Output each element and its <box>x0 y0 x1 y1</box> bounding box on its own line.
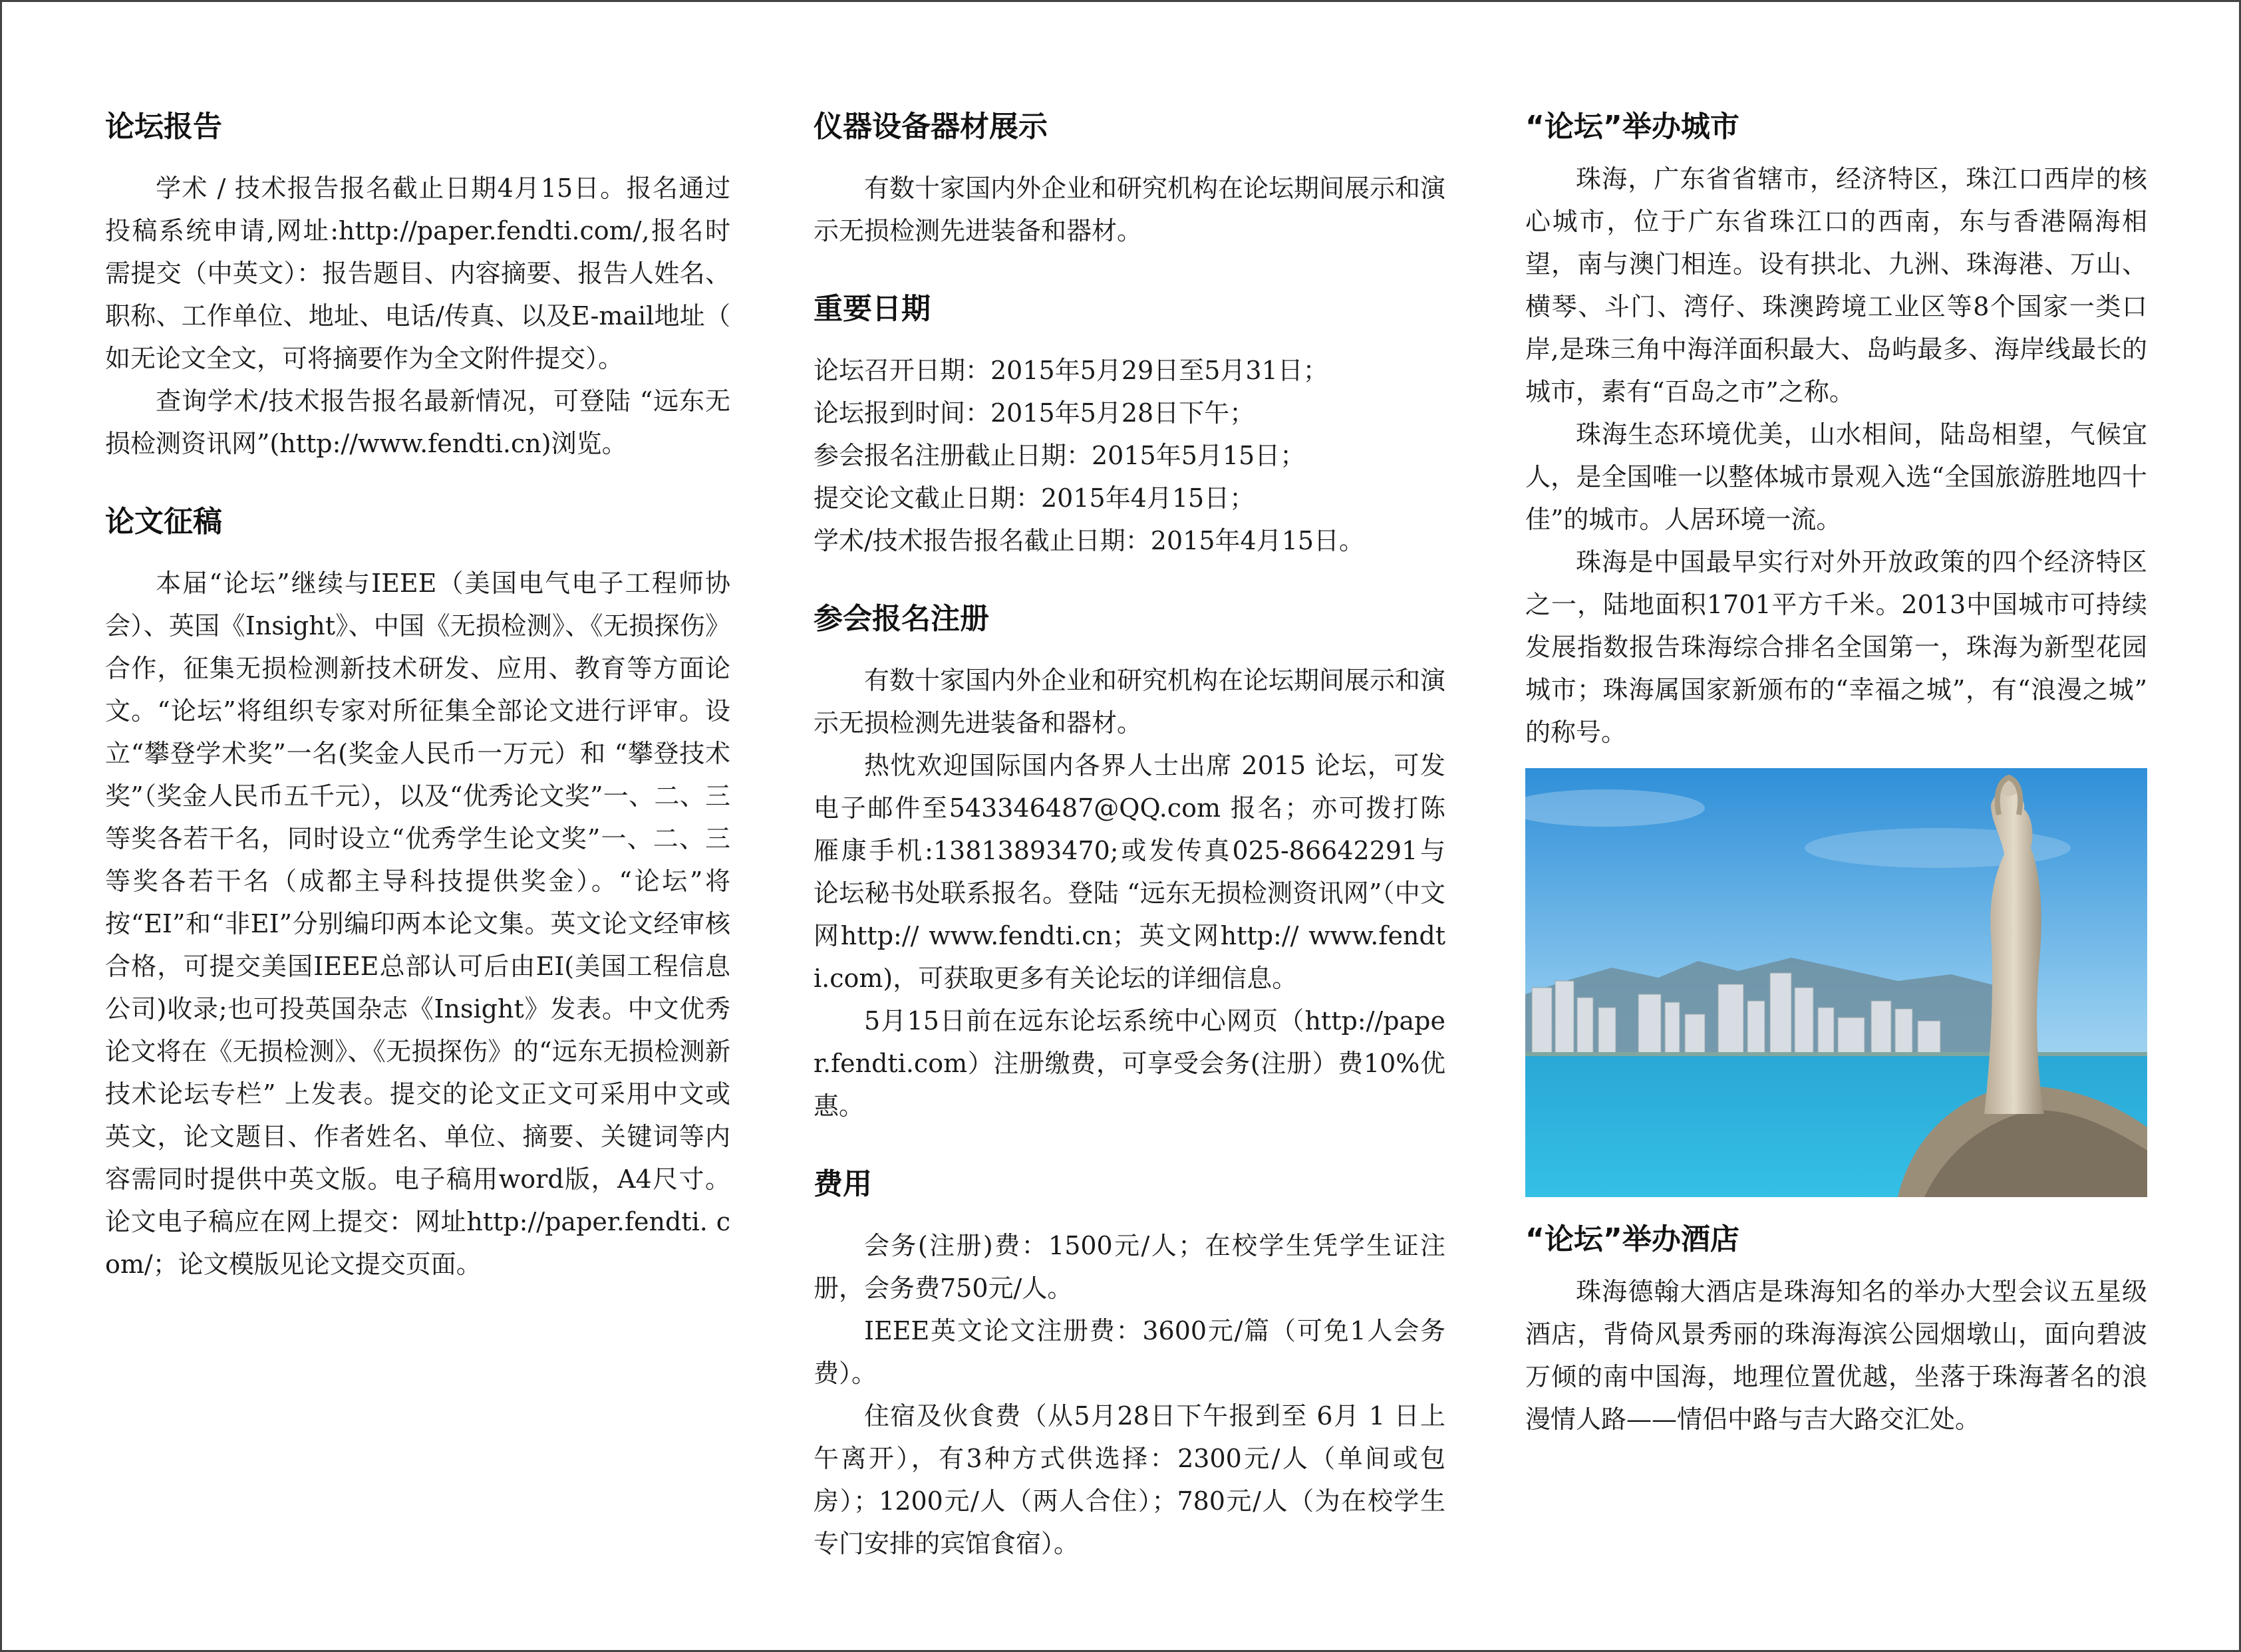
registration-discount-paragraph: 5月15日前在远东论坛系统中心网页（http://paper.fendti.com）注册缴费，可享受会务(注册）费10%优惠。 <box>814 1006 1445 1121</box>
section-exhibition <box>814 102 1445 252</box>
fee-paragraph: 住宿及伙食费（从5月28日下午报到至 6月 1 日上午离开），有3种方式供选择：2300元/人（单间或包房）；1200元/人（两人合住）；780元/人（为在校学生专门安排的宾馆食宿）。 <box>814 1401 1445 1558</box>
section-registration <box>814 594 1445 1127</box>
exhibit-paragraph: 有数十家国内外企业和研究机构在论坛期间展示和演示无损检测先进装备和器材。 <box>814 174 1446 245</box>
date-line: 提交论文截止日期：2015年4月15日； <box>814 483 1255 513</box>
section-fees <box>814 1159 1445 1565</box>
section-call-for-papers <box>105 497 730 1286</box>
fee-paragraph: IEEE英文论文注册费：3600元/篇（可免1人会务费）。 <box>814 1316 1445 1388</box>
date-line: 参会报名注册截止日期：2015年5月15日； <box>814 441 1306 470</box>
registration-paragraph: 有数十家国内外企业和研究机构在论坛期间展示和演示无损检测先进装备和器材。 <box>814 666 1446 738</box>
section-title: 参会报名注册 <box>814 602 989 636</box>
papers-paragraph: 本届“论坛”继续与IEEE（美国电气电子工程师协会）、英国《Insight》、中国《无损检测》、《无损探伤》合作，征集无损检测新技术研发、应用、教育等方面论文。“论坛”将组织专家对所征集全部论文进行评审。设立“攀登学术奖”一名(奖金人民币一万元）和 “攀登技术奖”（奖金人民币五千元），以及“优秀论文奖”一、二、三等奖各若干名，同时设立“优秀学生论文奖”一、二、三等奖各若干名（成都主导科技提供奖金）。“论坛”将按“EI”和“非EI”分别编印两本论文集。英文论文经审核合格，可提交美国IEEE总部认可后由EI(美国工程信息公司)收录;也可投英国杂志《Insight》发表。中文优秀论文将在《无损检测》、《无损探伤》的“远东无损检测新技术论坛专栏” 上发表。提交的论文正文可采用中文或英文，论文题目、作者姓名、单位、摘要、关键词等内容需同时提供中英文版。电子稿用word版，A4尺寸。论文电子稿应在网上提交：网址http://paper.fendti. com/；论文模版见论文提交页面。 <box>105 569 730 1279</box>
section-title: “论坛”举办城市 <box>1525 110 1739 144</box>
section-title: 费用 <box>814 1167 872 1201</box>
fee-paragraph: 会务(注册)费：1500元/人；在校学生凭学生证注册，会务费750元/人。 <box>814 1231 1445 1303</box>
section-forum-report <box>105 102 730 465</box>
column-middle <box>814 102 1445 1597</box>
section-title: “论坛”举办酒店 <box>1525 1222 1739 1256</box>
section-host-hotel <box>1525 1214 2147 1441</box>
section-important-dates <box>814 284 1445 562</box>
hotel-paragraph: 珠海德翰大酒店是珠海知名的举办大型会议五星级酒店，背倚风景秀丽的珠海海滨公园烟墩山，面向碧波万倾的南中国海，地理位置优越，坐落于珠海著名的浪漫情人路——情侣中路与吉大路交汇处。 <box>1525 1277 2147 1434</box>
city-paragraph: 珠海是中国最早实行对外开放政策的四个经济特区之一，陆地面积1701平方千米。2013中国城市可持续发展指数报告珠海综合排名全国第一，珠海为新型花园城市；珠海属国家新颁布的“幸福之城”，有“浪漫之城” 的称号。 <box>1525 547 2147 747</box>
section-title: 重要日期 <box>814 292 931 326</box>
section-title: 仪器设备器材展示 <box>814 110 1048 144</box>
city-paragraph: 珠海生态环境优美，山水相间，陆岛相望，气候宜人，是全国唯一以整体城市景观入选“全国旅游胜地四十佳”的城市。人居环境一流。 <box>1525 420 2147 534</box>
column-right <box>1525 102 2147 1441</box>
registration-contact-paragraph: 热忱欢迎国际国内各界人士出席 2015 论坛，可发电子邮件至543346487@QQ.com 报名；亦可拨打陈雁康手机:13813893470;或发传真025-86642291与论坛秘书处联系报名。登陆 “远东无损检测资讯网”（中文网http:// www.fendti.cn；英文网http:// www.fendti.com)，可获取更多有关论坛的详细信息。 <box>814 751 1445 993</box>
section-title: 论坛报告 <box>105 110 222 144</box>
section-host-city <box>1525 102 2147 754</box>
report-query-paragraph: 查询学术/技术报告报名最新情况，可登陆 “远东无损检测资讯网”(http://www.fendti.cn)浏览。 <box>105 386 730 458</box>
zhuhai-fisher-girl-photo <box>1525 768 2147 1197</box>
date-line: 学术/技术报告报名截止日期：2015年4月15日。 <box>814 526 1365 555</box>
city-paragraph: 珠海，广东省省辖市，经济特区，珠江口西岸的核心城市，位于广东省珠江口的西南，东与香港隔海相望，南与澳门相连。设有拱北、九洲、珠海港、万山、横琴、斗门、湾仔、珠澳跨境工业区等8个国家一类口岸,是珠三角中海洋面积最大、岛屿最多、海岸线最长的城市，素有“百岛之市”之称。 <box>1525 164 2147 406</box>
zhuhai-skyline-illustration <box>1525 768 2147 1197</box>
date-line: 论坛召开日期：2015年5月29日至5月31日； <box>814 356 1328 385</box>
report-paragraph: 学术 / 技术报告报名截止日期4月15日。报名通过投稿系统申请,网址:http://paper.fendti.com/,报名时需提交（中英文）：报告题目、内容摘要、报告人姓名、职称、工作单位、地址、电话/传真、以及E-mail地址（ 如无论文全文，可将摘要作为全文附件提交）。 <box>105 174 730 373</box>
section-title: 论文征稿 <box>105 505 222 539</box>
column-left <box>105 102 730 1317</box>
date-line: 论坛报到时间：2015年5月28日下午； <box>814 398 1255 428</box>
